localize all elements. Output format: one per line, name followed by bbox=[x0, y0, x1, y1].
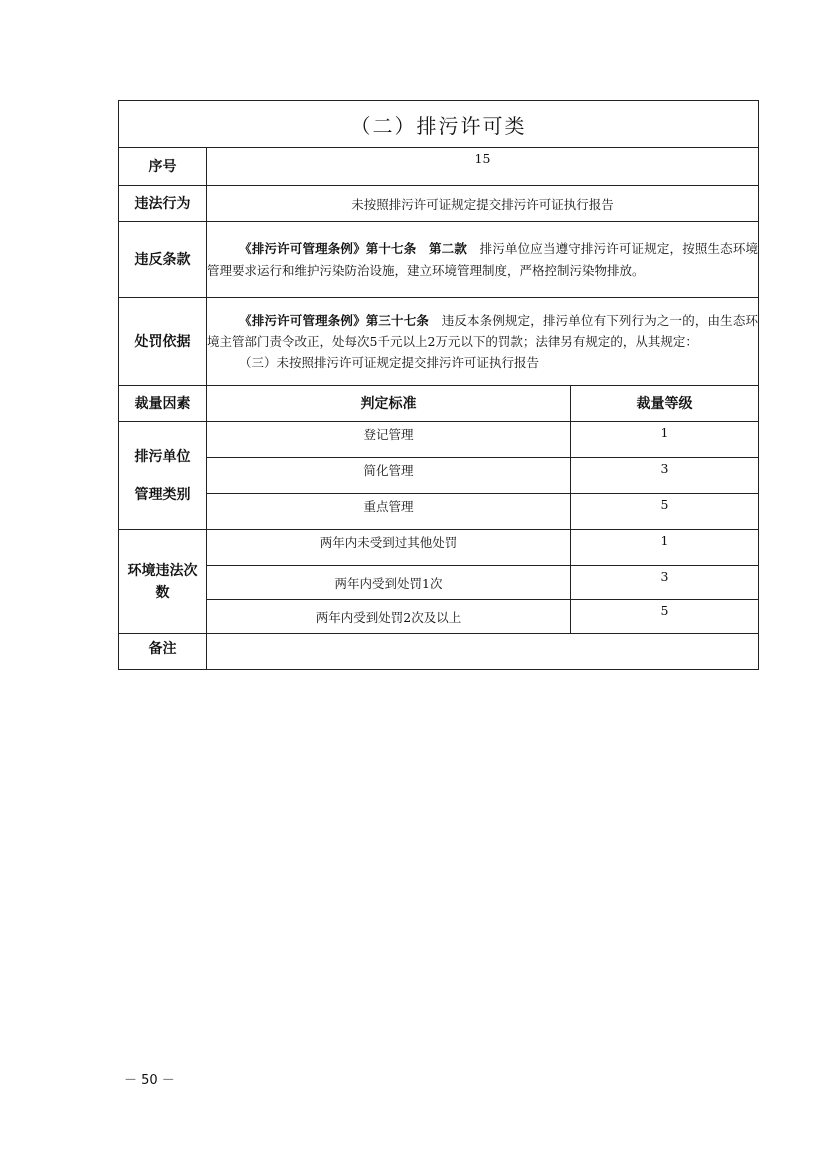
clause-label: 违反条款 bbox=[119, 222, 207, 298]
serial-label: 序号 bbox=[119, 148, 207, 186]
clause-text: 排污单位应当遵守排污许可证规定，按照生态环境管理要求运行和维护污染防治设施，建立环境管理制度，严格控制污染物排放。 bbox=[207, 240, 758, 278]
penalty-content bbox=[207, 298, 759, 386]
header-level: 裁量等级 bbox=[571, 386, 759, 422]
category-label bbox=[119, 422, 207, 530]
count-label bbox=[119, 530, 207, 634]
page-number: － 50 － bbox=[124, 1073, 175, 1088]
penalty-discretion-table bbox=[118, 100, 759, 670]
remark-value bbox=[207, 634, 759, 670]
header-factor: 裁量因素 bbox=[119, 386, 207, 422]
count-label-line1: 环境违法次 bbox=[127, 562, 198, 579]
count-level-2: 3 bbox=[571, 566, 759, 600]
category-level-2: 3 bbox=[571, 458, 759, 494]
category-criteria-2: 简化管理 bbox=[207, 458, 571, 494]
violation-label: 违法行为 bbox=[119, 186, 207, 222]
penalty-text: 违反本条例规定，排污单位有下列行为之一的，由生态环境主管部门责令改正，处每次5千元以上2万元以下的罚款；法律另有规定的，从其规定： bbox=[207, 313, 758, 349]
category-criteria-3: 重点管理 bbox=[207, 494, 571, 530]
category-label-line2: 管理类别 bbox=[134, 486, 191, 503]
category-criteria-1: 登记管理 bbox=[207, 422, 571, 458]
penalty-law: 《排污许可管理条例》第三十七条 bbox=[239, 313, 430, 328]
header-criteria: 判定标准 bbox=[207, 386, 571, 422]
count-criteria-3: 两年内受到处罚2次及以上 bbox=[207, 600, 571, 634]
penalty-item: （三）未按照排污许可证规定提交排污许可证执行报告 bbox=[239, 355, 540, 370]
category-label-line1: 排污单位 bbox=[134, 448, 191, 465]
category-level-1: 1 bbox=[571, 422, 759, 458]
remark-label: 备注 bbox=[119, 634, 207, 670]
count-criteria-1: 两年内未受到过其他处罚 bbox=[207, 530, 571, 566]
violation-value: 未按照排污许可证规定提交排污许可证执行报告 bbox=[207, 186, 759, 222]
clause-law: 《排污许可管理条例》第十七条 第二款 bbox=[239, 240, 467, 256]
serial-value: 15 bbox=[207, 148, 759, 186]
count-criteria-2: 两年内受到处罚1次 bbox=[207, 566, 571, 600]
clause-content bbox=[207, 222, 759, 298]
penalty-label: 处罚依据 bbox=[119, 298, 207, 386]
category-level-3: 5 bbox=[571, 494, 759, 530]
count-label-line2: 数 bbox=[155, 584, 170, 601]
table-title: （二）排污许可类 bbox=[119, 101, 759, 148]
count-level-1: 1 bbox=[571, 530, 759, 566]
count-level-3: 5 bbox=[571, 600, 759, 634]
